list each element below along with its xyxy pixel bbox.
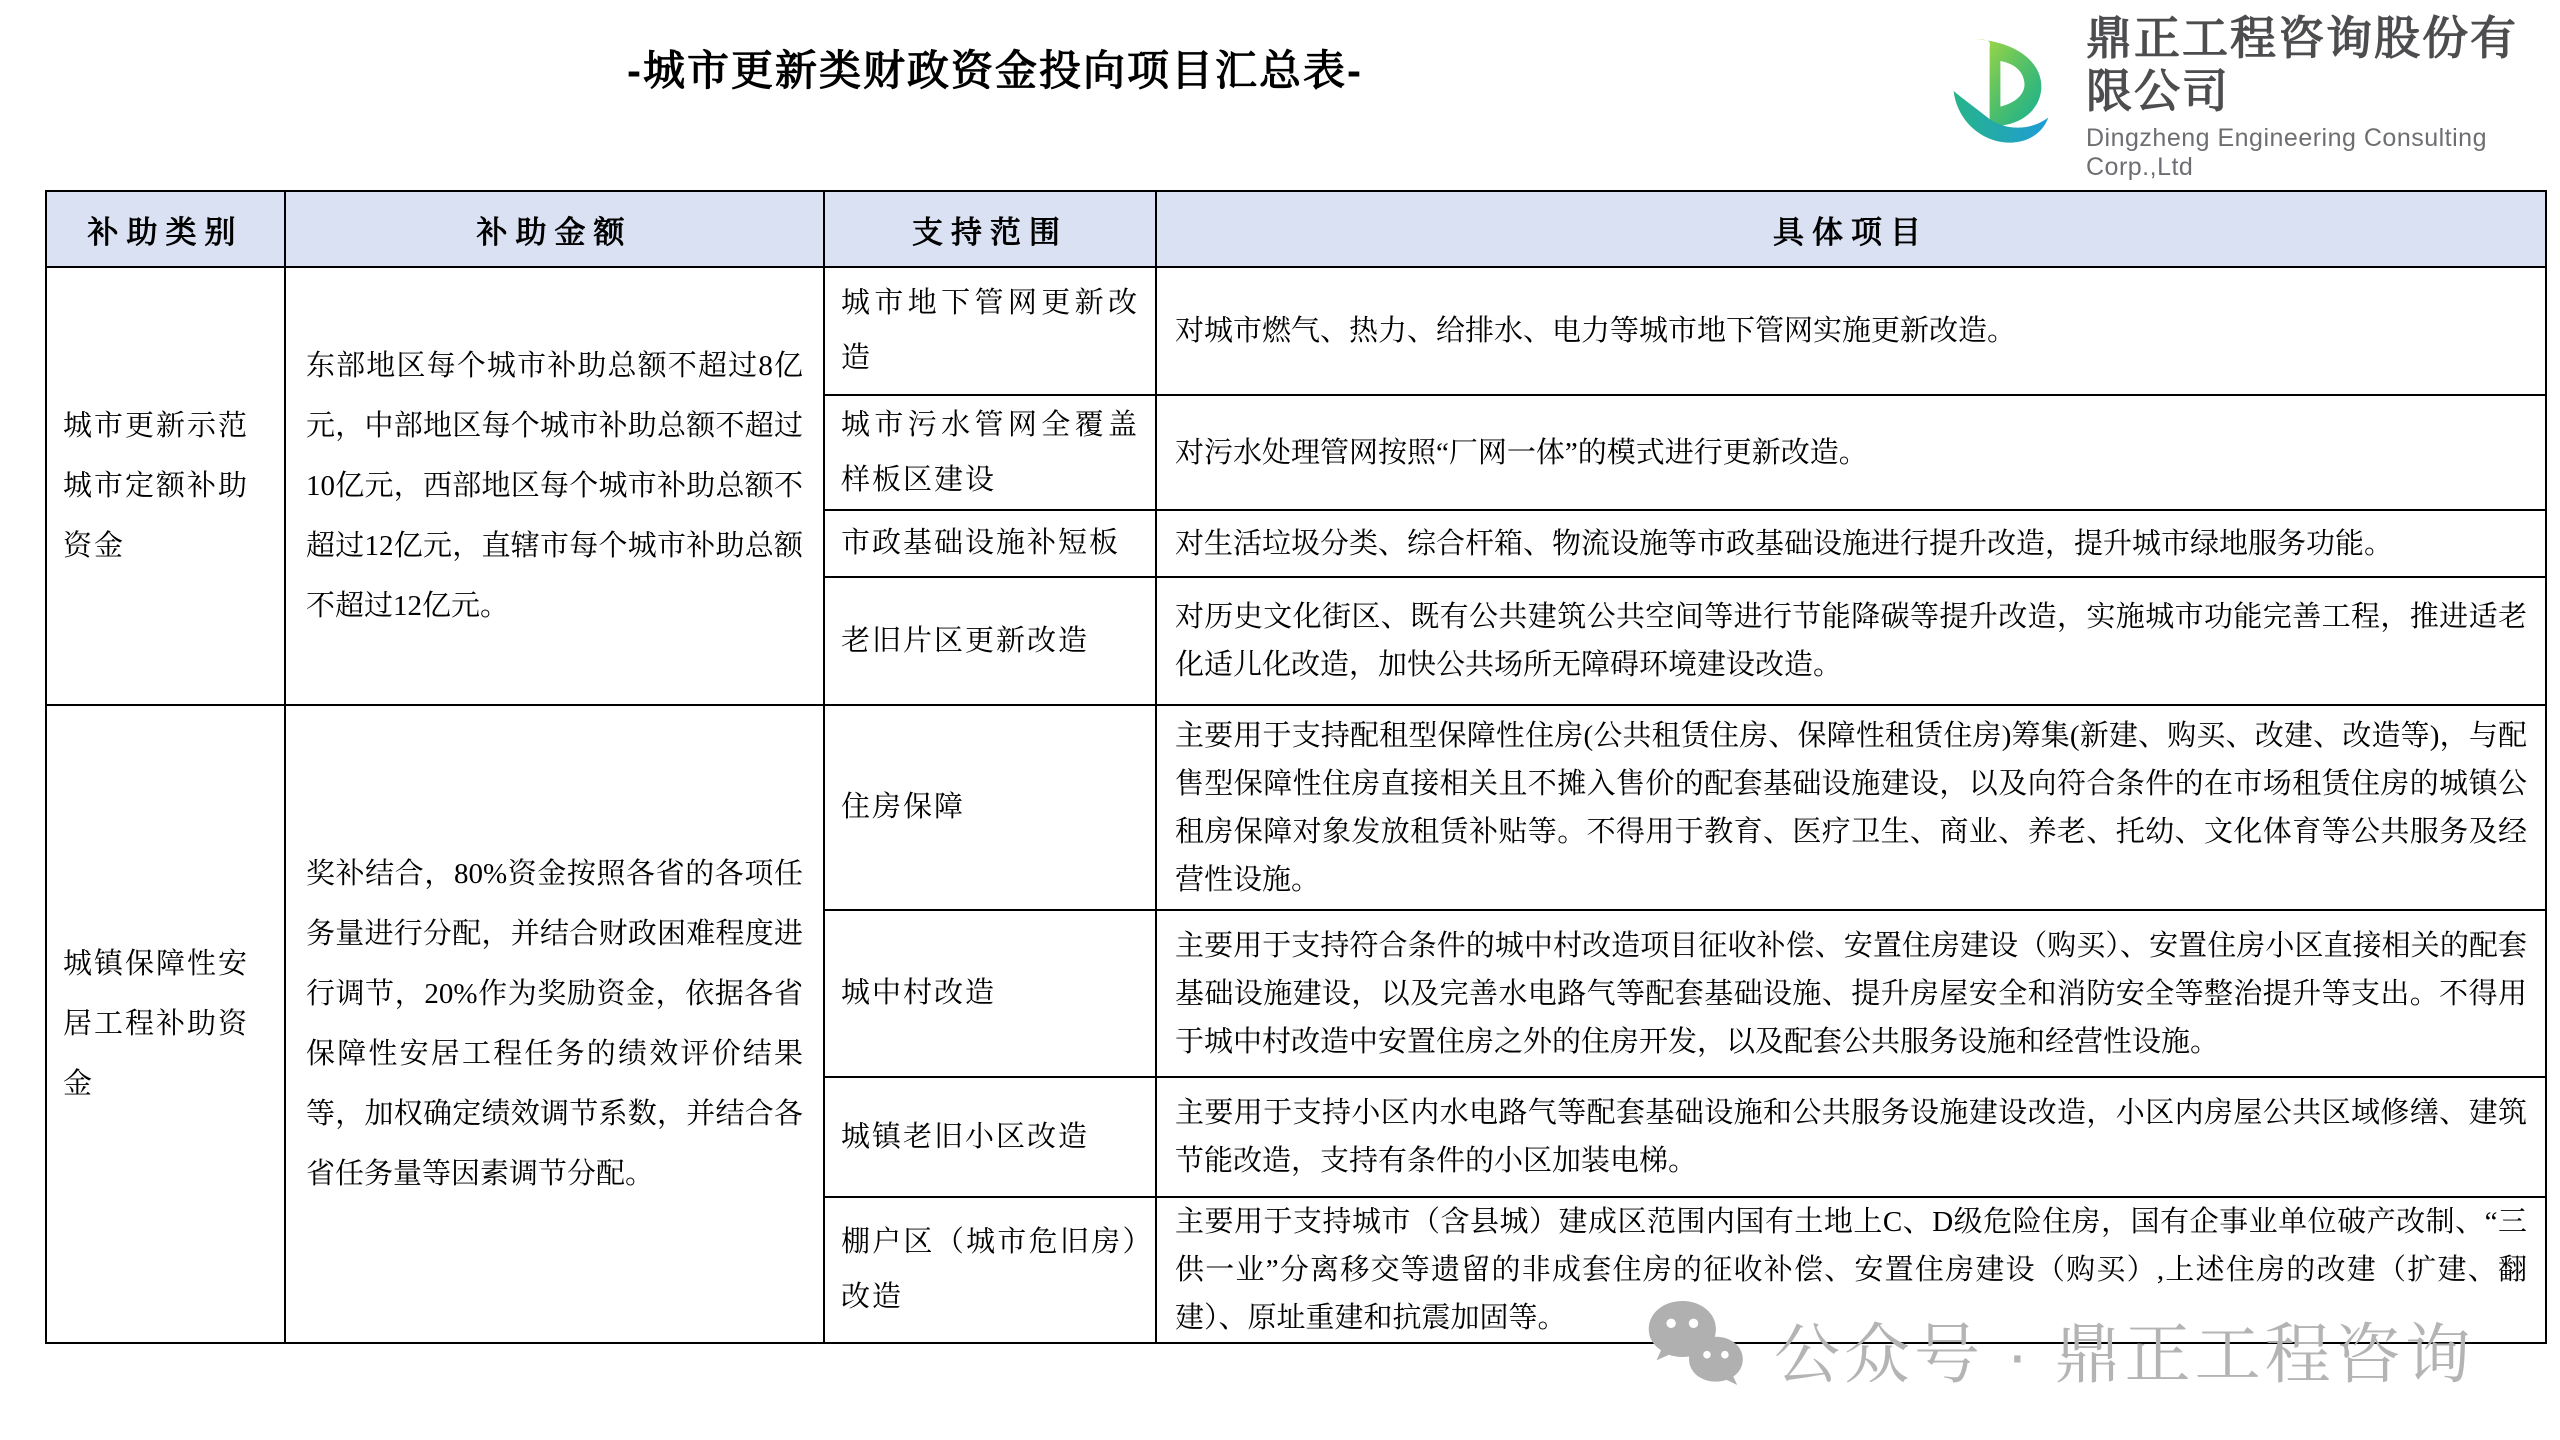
company-logo — [1950, 12, 2560, 182]
company-name-en: Dingzheng Engineering Consulting Corp.,Ltd — [2086, 123, 2487, 181]
amount-cell-urban-renewal: 东部地区每个城市补助总额不超过8亿元，中部地区每个城市补助总额不超过10亿元，西部地区每个城市补助总额不超过12亿元，直辖市每个城市补助总额不超过12亿元。 — [285, 267, 824, 705]
scope-cell: 城中村改造 — [824, 910, 1156, 1077]
scope-cell: 住房保障 — [824, 705, 1156, 910]
company-name-cn: 鼎正工程咨询股份有限公司 — [2086, 12, 2518, 117]
detail-cell: 主要用于支持城市（含县城）建成区范围内国有土地上C、D级危险住房，国有企事业单位破产改制、“三供一业”分离移交等遗留的非成套住房的征收补偿、安置住房建设（购买）,上述住房的改建（扩建、翻建）、原址重建和抗震加固等。 — [1156, 1197, 2546, 1343]
col-header-specific-projects: 具体项目 — [1156, 191, 2546, 267]
dingzheng-logo-icon — [1950, 37, 2070, 157]
table-row — [46, 705, 2546, 910]
scope-cell: 棚户区（城市危旧房）改造 — [824, 1197, 1156, 1343]
watermark-text: 公众号 · 鼎正工程咨询 — [1774, 1316, 2475, 1391]
funding-summary-table — [45, 190, 2547, 1344]
page-title: -城市更新类财政资金投向项目汇总表- — [627, 47, 1363, 94]
detail-cell: 对污水处理管网按照“厂网一体”的模式进行更新改造。 — [1156, 395, 2546, 510]
detail-cell: 主要用于支持符合条件的城中村改造项目征收补偿、安置住房建设（购买）、安置住房小区直接相关的配套基础设施建设，以及完善水电路气等配套基础设施、提升房屋安全和消防安全等整治提升等支出。不得用于城中村改造中安置住房之外的住房开发，以及配套公共服务设施和经营性设施。 — [1156, 910, 2546, 1077]
watermark — [1642, 1292, 2475, 1404]
amount-cell-affordable-housing: 奖补结合，80%资金按照各省的各项任务量进行分配，并结合财政困难程度进行调节，20%作为奖励资金，依据各省保障性安居工程任务的绩效评价结果等，加权确定绩效调节系数，并结合各省任务量等因素调节分配。 — [285, 705, 824, 1343]
scope-cell: 城镇老旧小区改造 — [824, 1077, 1156, 1197]
detail-cell: 对生活垃圾分类、综合杆箱、物流设施等市政基础设施进行提升改造，提升城市绿地服务功能。 — [1156, 510, 2546, 577]
detail-cell: 主要用于支持配租型保障性住房(公共租赁住房、保障性租赁住房)筹集(新建、购买、改建、改造等)，与配售型保障性住房直接相关且不摊入售价的配套基础设施建设，以及向符合条件的在市场租赁住房的城镇公租房保障对象发放租赁补贴等。不得用于教育、医疗卫生、商业、养老、托幼、文化体育等公共服务及经营性设施。 — [1156, 705, 2546, 910]
logo-sail-notch — [1976, 39, 1989, 65]
wechat-icon — [1642, 1292, 1754, 1404]
category-cell-urban-renewal: 城市更新示范城市定额补助资金 — [46, 267, 285, 705]
scope-cell: 城市地下管网更新改造 — [824, 267, 1156, 395]
table-row — [46, 267, 2546, 395]
scope-cell: 市政基础设施补短板 — [824, 510, 1156, 577]
scope-cell: 城市污水管网全覆盖样板区建设 — [824, 395, 1156, 510]
detail-cell: 主要用于支持小区内水电路气等配套基础设施和公共服务设施建设改造，小区内房屋公共区域修缮、建筑节能改造，支持有条件的小区加装电梯。 — [1156, 1077, 2546, 1197]
col-header-subsidy-category: 补助类别 — [46, 191, 285, 267]
col-header-subsidy-amount: 补助金额 — [285, 191, 824, 267]
table-header-row — [46, 191, 2546, 267]
detail-cell: 对历史文化街区、既有公共建筑公共空间等进行节能降碳等提升改造，实施城市功能完善工程，推进适老化适儿化改造，加快公共场所无障碍环境建设改造。 — [1156, 577, 2546, 705]
category-cell-affordable-housing: 城镇保障性安居工程补助资金 — [46, 705, 285, 1343]
col-header-support-scope: 支持范围 — [824, 191, 1156, 267]
scope-cell: 老旧片区更新改造 — [824, 577, 1156, 705]
detail-cell: 对城市燃气、热力、给排水、电力等城市地下管网实施更新改造。 — [1156, 267, 2546, 395]
